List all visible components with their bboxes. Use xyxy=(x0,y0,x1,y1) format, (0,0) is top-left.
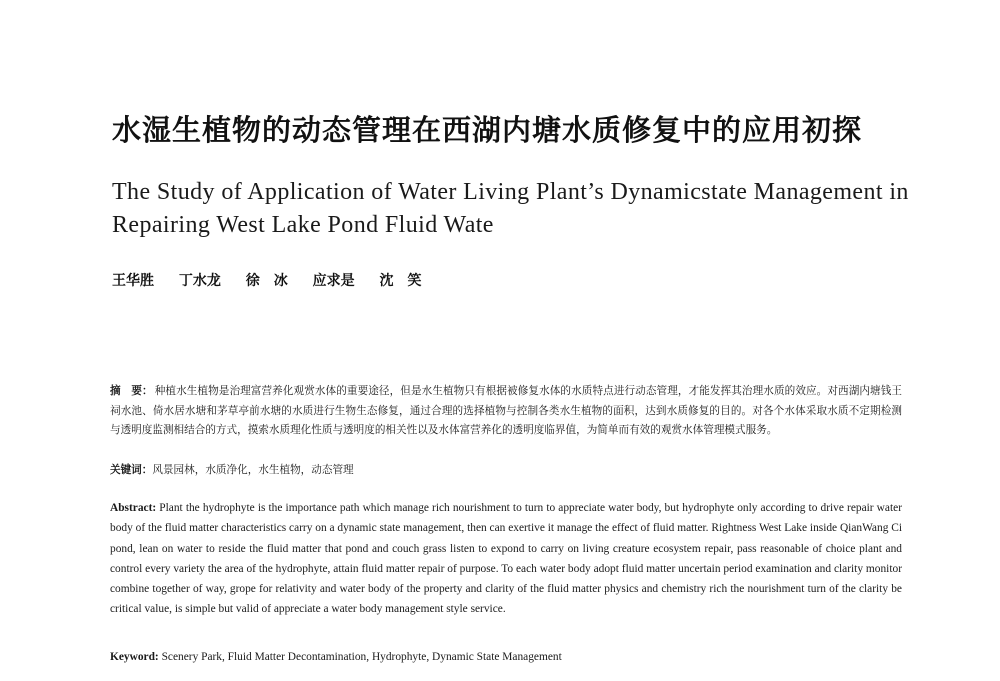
keywords-english-label: Keyword: xyxy=(110,651,159,663)
keywords-chinese-label: 关键词： xyxy=(110,464,153,476)
paper-title-chinese: 水湿生植物的动态管理在西湖内塘水质修复中的应用初探 xyxy=(112,113,863,147)
keywords-english-text: Scenery Park, Fluid Matter Decontamination, Hydrophyte, Dynamic State Management xyxy=(161,651,562,663)
author-name: 王华胜 xyxy=(112,273,154,289)
abstract-english xyxy=(110,498,902,620)
author-name: 徐 冰 xyxy=(245,273,288,289)
abstract-chinese-text: 种植水生植物是治理富营养化观赏水体的重要途径，但是水生植物只有根据被修复水体的水质特点进行动态管理，才能发挥其治理水质的效应。对西湖内塘钱王祠水池、倚水居水塘和茅草亭前水塘的水质进行生物生态修复，通过合理的选择植物与控制各类水生植物的面积，达到水质修复的目的。对各个水体采取水质不定期检测与透明度监测相结合的方式，摸索水质理化性质与透明度的相关性以及水体富营养化的透明度临界值，为简单而有效的观赏水体管理模式服务。 xyxy=(110,385,903,437)
keywords-chinese-text: 风景园林，水质净化，水生植物，动态管理 xyxy=(152,464,354,476)
author-name: 沈 笑 xyxy=(379,273,422,289)
abstract-english-text: Plant the hydrophyte is the importance path which manage rich nourishment to turn to appreciate water body, but hydrophyte only according to drive repair water body of the fluid matter characteristics carry on a dynamic state management, then can exertive it manage the effect of fluid matter. Rightness West Lake inside QianWang Ci pond, lean on water to reside the fluid matter that pond and couch grass listen to expond to carry on living creature ecosystem repair, pass reasonable of choice plant and control every variety the area of the hydrophyte, attain fluid matter repair of purpose. To each water body adopt fluid matter uncertain period examination and clarity monitor combine together of way, grope for relativity and water body of the property and clarity of the fluid matter physics and chemistry rich the nourishment turn of the clarity be critical value, is simple but valid of appreciate a water body management style service. xyxy=(110,502,902,616)
abstract-chinese-label: 摘 要： xyxy=(110,385,153,397)
author-name: 丁水龙 xyxy=(178,273,221,289)
keywords-english xyxy=(110,648,902,666)
paper-title-english: The Study of Application of Water Living Plant’s Dynamicstate Management in Repairing West Lake Pond Fluid Wate xyxy=(112,179,909,238)
author-list xyxy=(112,271,442,291)
keywords-chinese xyxy=(110,461,902,480)
author-name: 应求是 xyxy=(312,273,355,289)
abstract-chinese xyxy=(110,382,902,441)
abstract-english-label: Abstract: xyxy=(110,502,157,514)
